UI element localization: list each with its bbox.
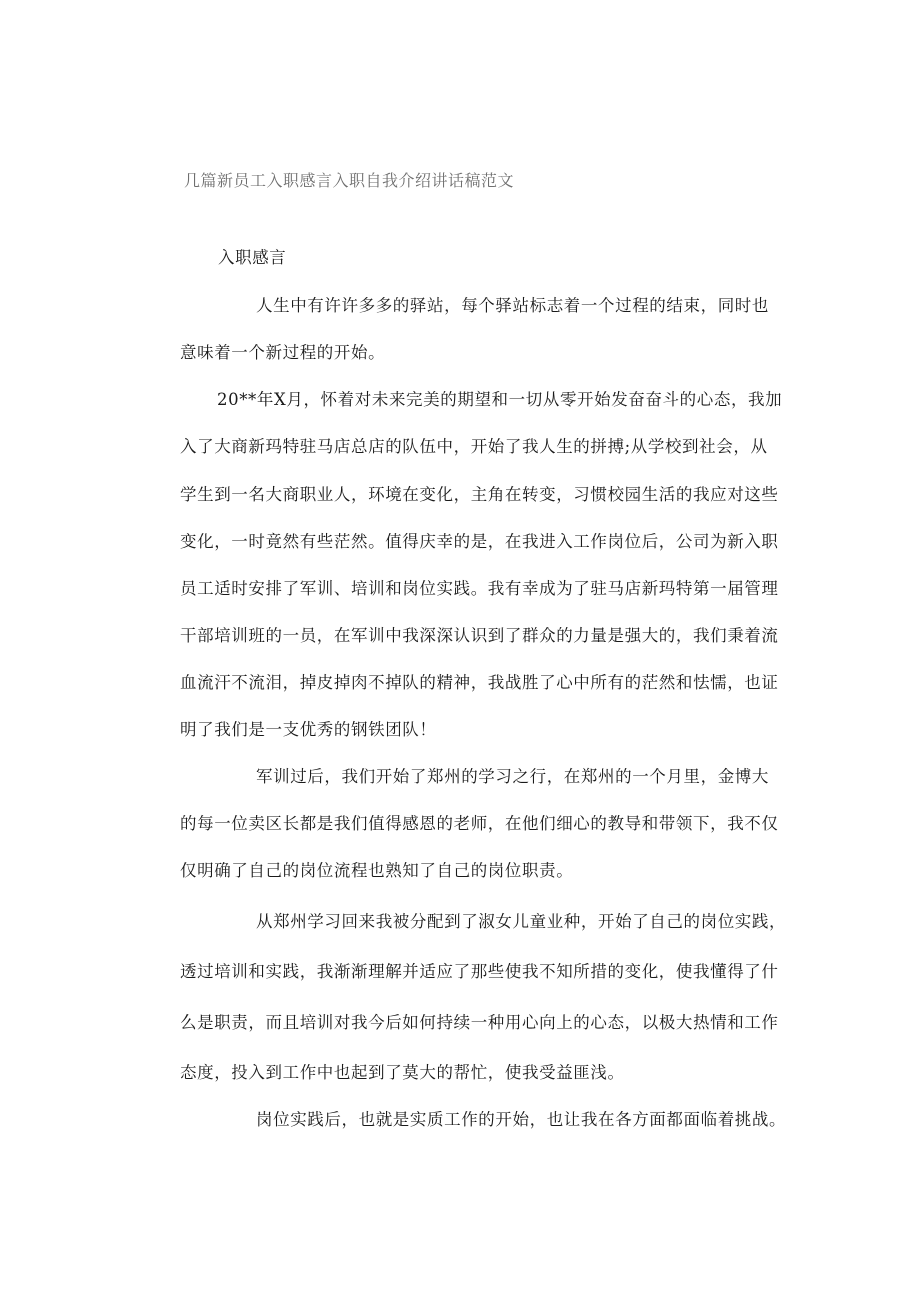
- paragraph-line: 变化，一时竟然有些茫然。值得庆幸的是，在我进入工作岗位后，公司为新入职: [180, 532, 779, 551]
- section-heading: 入职感言: [218, 248, 287, 267]
- paragraph-line: 意味着一个新过程的开始。: [180, 343, 386, 362]
- paragraph-line: 的每一位卖区长都是我们值得感恩的老师，在他们细心的教导和带领下，我不仅: [180, 814, 779, 833]
- paragraph-line: 岗位实践后，也就是实质工作的开始，也让我在各方面都面临着挑战。: [256, 1110, 787, 1129]
- paragraph-line: 血流汗不流泪，掉皮掉肉不掉队的精神，我战胜了心中所有的茫然和怯懦，也证: [180, 673, 779, 692]
- document-title: 几篇新员工入职感言入职自我介绍讲话稿范文: [184, 171, 515, 190]
- paragraph-line: 学生到一名大商职业人，环境在变化，主角在转变，习惯校园生活的我应对这些: [180, 485, 779, 504]
- paragraph-line: 干部培训班的一员，在军训中我深深认识到了群众的力量是强大的，我们秉着流: [180, 626, 779, 645]
- paragraph-line: 态度，投入到工作中也起到了莫大的帮忙，使我受益匪浅。: [180, 1063, 625, 1082]
- paragraph-line: 从郑州学习回来我被分配到了淑女儿童业种，开始了自己的岗位实践，: [256, 912, 787, 931]
- paragraph-line: 么是职责，而且培训对我今后如何持续一种用心向上的心态，以极大热情和工作: [180, 1013, 779, 1032]
- paragraph-line: 军训过后，我们开始了郑州的学习之行，在郑州的一个月里，金博大: [256, 767, 769, 786]
- paragraph-line: 入了大商新玛特驻马店总店的队伍中，开始了我人生的拼搏;从学校到社会，从: [180, 437, 768, 456]
- paragraph-line: 明了我们是一支优秀的钢铁团队！: [180, 720, 437, 739]
- paragraph-line: 透过培训和实践，我渐渐理解并适应了那些使我不知所措的变化，使我懂得了什: [180, 962, 779, 981]
- paragraph-line: 20**年X月，怀着对未来完美的期望和一切从零开始发奋奋斗的心态，我加: [217, 390, 783, 409]
- paragraph-line: 人生中有许许多多的驿站，每个驿站标志着一个过程的结束，同时也: [256, 296, 769, 315]
- paragraph-line: 员工适时安排了军训、培训和岗位实践。我有幸成为了驻马店新玛特第一届管理: [180, 579, 779, 598]
- paragraph-line: 仅明确了自己的岗位流程也熟知了自己的岗位职责。: [180, 861, 574, 880]
